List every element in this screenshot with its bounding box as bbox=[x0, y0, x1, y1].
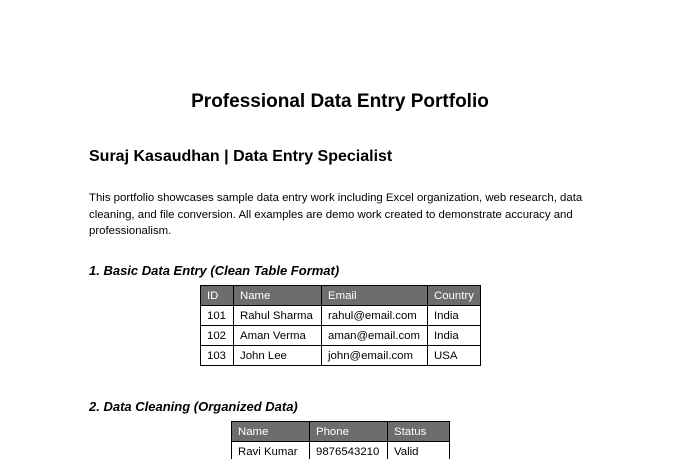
cell-phone: 9876543210 bbox=[310, 442, 388, 459]
cell-name: Rahul Sharma bbox=[234, 306, 322, 326]
cell-status: Valid bbox=[388, 442, 450, 459]
cell-country: India bbox=[428, 326, 481, 346]
table-row bbox=[201, 306, 481, 326]
column-header-status: Status bbox=[388, 422, 450, 442]
cell-id: 101 bbox=[201, 306, 234, 326]
section-heading-basic-data-entry: 1. Basic Data Entry (Clean Table Format) bbox=[89, 263, 340, 278]
column-header-name: Name bbox=[234, 286, 322, 306]
column-header-id: ID bbox=[201, 286, 234, 306]
table-row bbox=[232, 442, 450, 459]
cell-name: Aman Verma bbox=[234, 326, 322, 346]
column-header-email: Email bbox=[322, 286, 428, 306]
table-row bbox=[201, 326, 481, 346]
cell-email: aman@email.com bbox=[322, 326, 428, 346]
cell-country: India bbox=[428, 306, 481, 326]
cell-id: 102 bbox=[201, 326, 234, 346]
table-row bbox=[201, 346, 481, 366]
data-cleaning-table bbox=[231, 421, 450, 459]
column-header-name: Name bbox=[232, 422, 310, 442]
document-subtitle: Suraj Kasaudhan | Data Entry Specialist bbox=[89, 148, 393, 165]
cell-email: rahul@email.com bbox=[322, 306, 428, 326]
intro-paragraph: This portfolio showcases sample data entry work including Excel organization, web research, data cleaning, and file conversion. All examples are demo work created to demonstrate accuracy and professionalism. bbox=[89, 192, 583, 237]
cell-email: john@email.com bbox=[322, 346, 428, 366]
table-header-row bbox=[232, 422, 450, 442]
basic-data-entry-table bbox=[200, 285, 481, 366]
column-header-phone: Phone bbox=[310, 422, 388, 442]
cell-id: 103 bbox=[201, 346, 234, 366]
section-heading-data-cleaning: 2. Data Cleaning (Organized Data) bbox=[89, 399, 298, 414]
cell-name: John Lee bbox=[234, 346, 322, 366]
cell-country: USA bbox=[428, 346, 481, 366]
column-header-country: Country bbox=[428, 286, 481, 306]
table-header-row bbox=[201, 286, 481, 306]
cell-name: Ravi Kumar bbox=[232, 442, 310, 459]
document-title: Professional Data Entry Portfolio bbox=[191, 91, 489, 112]
